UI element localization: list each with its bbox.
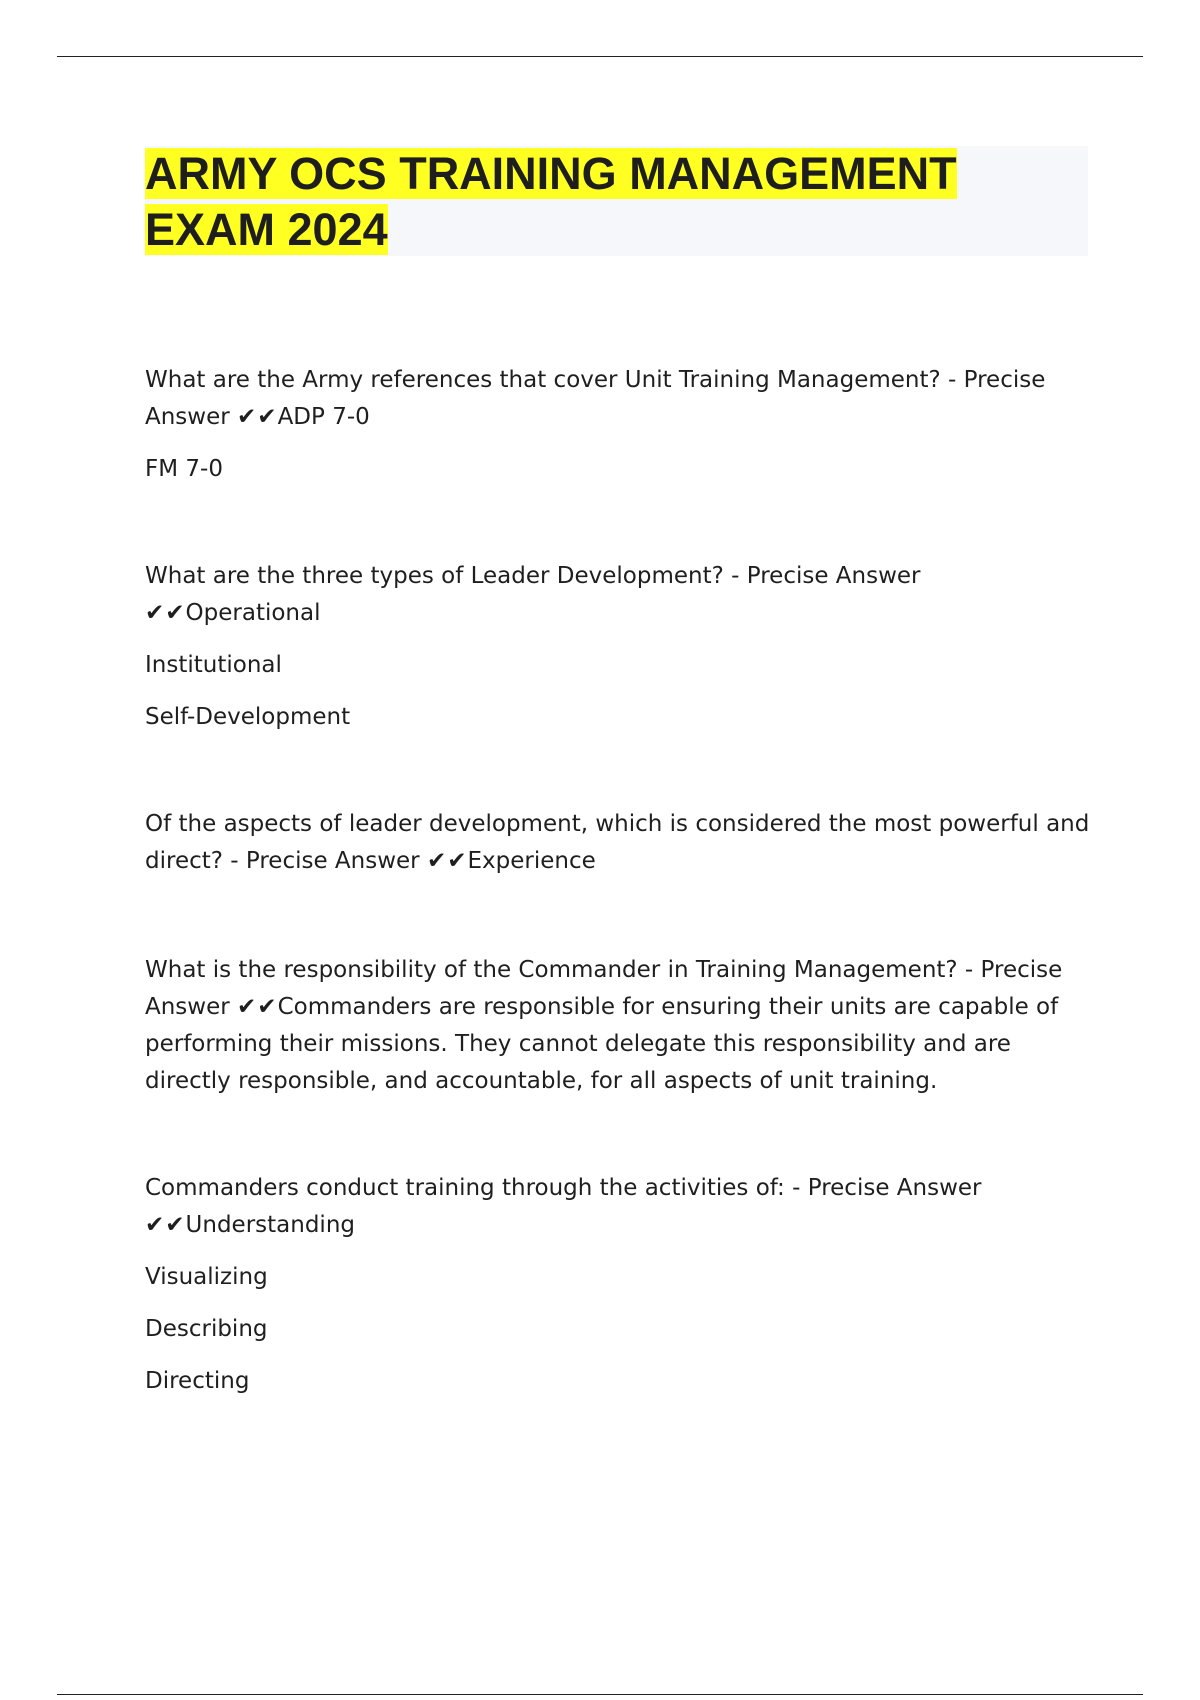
qa-text <box>145 362 1095 436</box>
qa-item-3 <box>145 806 1095 880</box>
question-text: What are the three types of Leader Development? - Precise Answer <box>145 563 921 589</box>
answer-text: Experience <box>467 848 596 874</box>
title-highlight: ARMY OCS TRAINING MANAGEMENT EXAM 2024 <box>145 148 957 255</box>
answer-text: Operational <box>185 600 321 626</box>
document-title <box>145 146 1088 258</box>
answer-line: Self-Development <box>145 704 351 730</box>
question-text: Of the aspects of leader development, which is considered the most powerful and direct? - Precise Answer <box>145 811 1090 874</box>
qa-item-2 <box>145 558 1095 736</box>
qa-list <box>145 362 1095 1400</box>
question-text: Commanders conduct training through the activities of: - Precise Answer <box>145 1175 982 1201</box>
answer-text: Understanding <box>185 1212 356 1238</box>
qa-text <box>145 806 1095 880</box>
qa-item-5 <box>145 1170 1095 1400</box>
answer-line: Visualizing <box>145 1264 268 1290</box>
top-rule <box>57 56 1143 57</box>
qa-text <box>145 558 1095 632</box>
check-icon: ✔✔ <box>426 848 468 874</box>
title-block <box>145 146 1088 256</box>
question-text: What is the responsibility of the Commander in Training Management? - Precise Answer <box>145 957 1063 1020</box>
bottom-rule <box>57 1694 1143 1695</box>
answer-text: ADP 7-0 <box>277 404 370 430</box>
qa-item-4 <box>145 952 1095 1100</box>
question-text: What are the Army references that cover Unit Training Management? - Precise Answer <box>145 367 1046 430</box>
answer-line: Directing <box>145 1368 250 1394</box>
check-icon: ✔✔ <box>237 404 278 430</box>
qa-text <box>145 952 1095 1100</box>
qa-text <box>145 1170 1095 1244</box>
answer-line: FM 7-0 <box>145 456 223 482</box>
qa-item-1 <box>145 362 1095 488</box>
answer-line: Institutional <box>145 652 282 678</box>
answer-text: Commanders are responsible for ensuring their units are capable of performing their missions. They cannot delegate this responsibility and are directly responsible, and accountable, for all aspects of unit training. <box>145 994 1059 1094</box>
answer-line: Describing <box>145 1316 268 1342</box>
check-icon: ✔✔ <box>145 1212 186 1238</box>
check-icon: ✔✔ <box>145 600 186 626</box>
check-icon: ✔✔ <box>237 994 278 1020</box>
